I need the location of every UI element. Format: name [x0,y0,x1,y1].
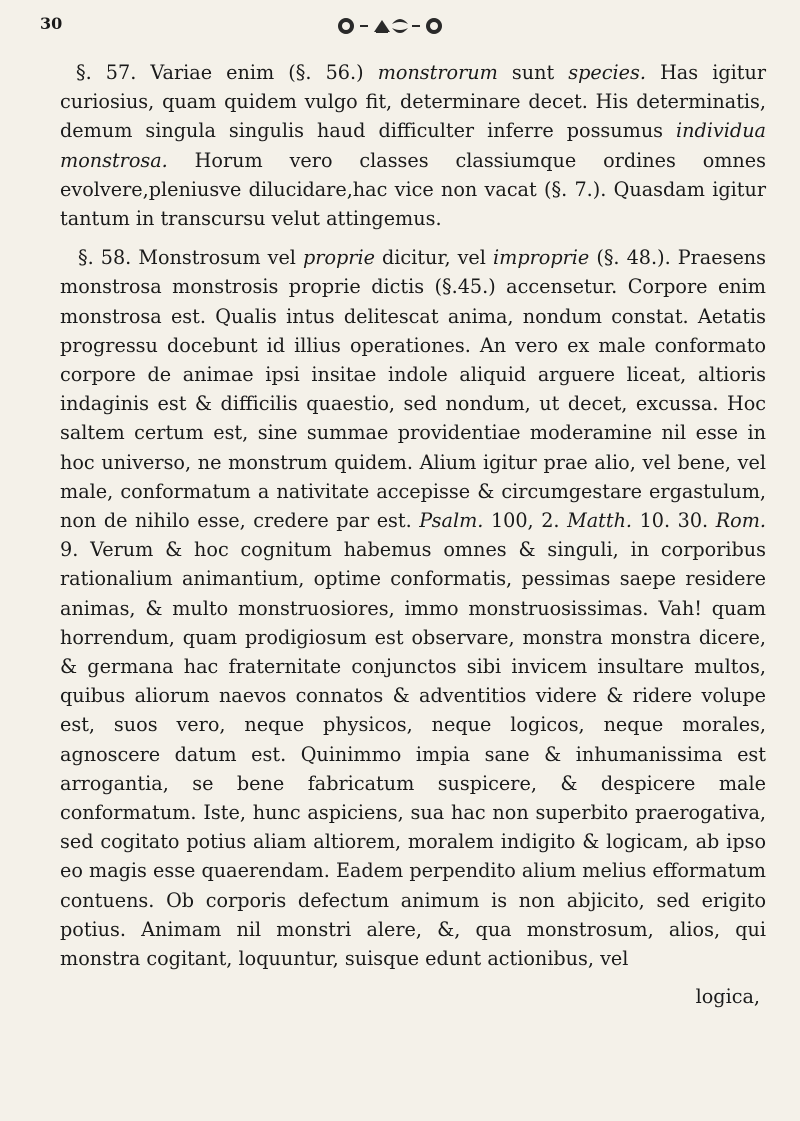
text-run: Horum vero classes classiumque ordines omnes evolvere,pleniusve dilucidare,hac vice non vacat (§. 7.). Quasdam igitur tantum in transcursu velut attingemus. [60,148,766,231]
paragraph-57 [60,58,766,233]
italic-run: improprie [492,246,590,270]
text-run: dicitur, vel [374,246,493,270]
text-run: Has igitur curiosius, quam quidem vulgo fit, determinare decet. His determinatis, demum singula singulis haud difficulter inferre possumus [60,61,766,143]
catchword: logica, [695,985,760,1009]
italic-run: Matth. [567,509,633,533]
italic-run: individua monstrosa. [60,119,766,172]
text-run: (§. 48.). Praesens monstrosa monstrosis proprie dictis (§.45.) accensetur. Corpore enim monstrosa est. Qualis intus delitescat anima, nondum constat. Aetatis progressu docebunt id illius operationes. An vero ex male conformato corpore de animae ipsi insitae indole aliquid arguere liceat, altioris indaginis est & difficilis quaestio, sed nondum, ut decet, excussa. Hoc saltem certum est, sine summae providentiae moderamine nil esse in hoc universo, ne monstrum quidem. Alium igitur prae alio, vel bene, vel male, conformatum a nativitate accepisse & circumgestare ergastulum, non de nihilo esse, credere par est. [60,246,767,533]
text-run: 9. Verum & hoc cognitum habemus omnes & singuli, in corporibus rationalium animantium, optime conformatis, pessimas saepe residere animas, & multo monstruosiores, immo monstruosissimas. Vah! quam horrendum, quam prodigiosum est observare, monstra monstra dicere, & germana hac fraternitate conjunctos sibi invicem insultare multos, quibus aliorum naevos connatos & adventitios videre & ridere volupe est, suos vero, neque physicos, neque logicos, neque morales, agnoscere datum est. Quinimmo impia sane & inhumanissima est arrogantia, se bene fabricatum suspicere, & despicere male conformatum. Iste, hunc aspiciens, sua hac non superbito praerogativa, sed cogitato potius aliam altiorem, moralem indigito & logicam, ab ipso eo magis esse quaerendam. Eadem perpendito alium melius efformatum contuens. Ob corporis defectum animum is non abjicito, sed erigito potius. Animam nil monstri alere, &, qua monstrosum, alios, qui monstra cogitant, loquuntur, suisque edunt actionibus, vel [60,538,767,971]
body-text [60,58,766,1011]
page-number: 30 [40,14,63,33]
italic-run: proprie [303,246,375,270]
text-run: 100, 2. [483,509,568,533]
ornament-icon [310,10,470,42]
text-run: §. 58. Monstrosum vel [78,246,303,270]
italic-run: monstrorum [377,61,498,84]
italic-run: species. [568,61,646,84]
text-run: sunt [497,61,569,84]
text-run: §. 57. Variae enim (§. 56.) [76,61,378,84]
italic-run: Psalm. [419,509,484,533]
paragraph-58 [60,243,766,973]
text-run: 10. 30. [632,509,716,533]
italic-run: Rom. [715,509,766,533]
page-header [40,8,800,48]
